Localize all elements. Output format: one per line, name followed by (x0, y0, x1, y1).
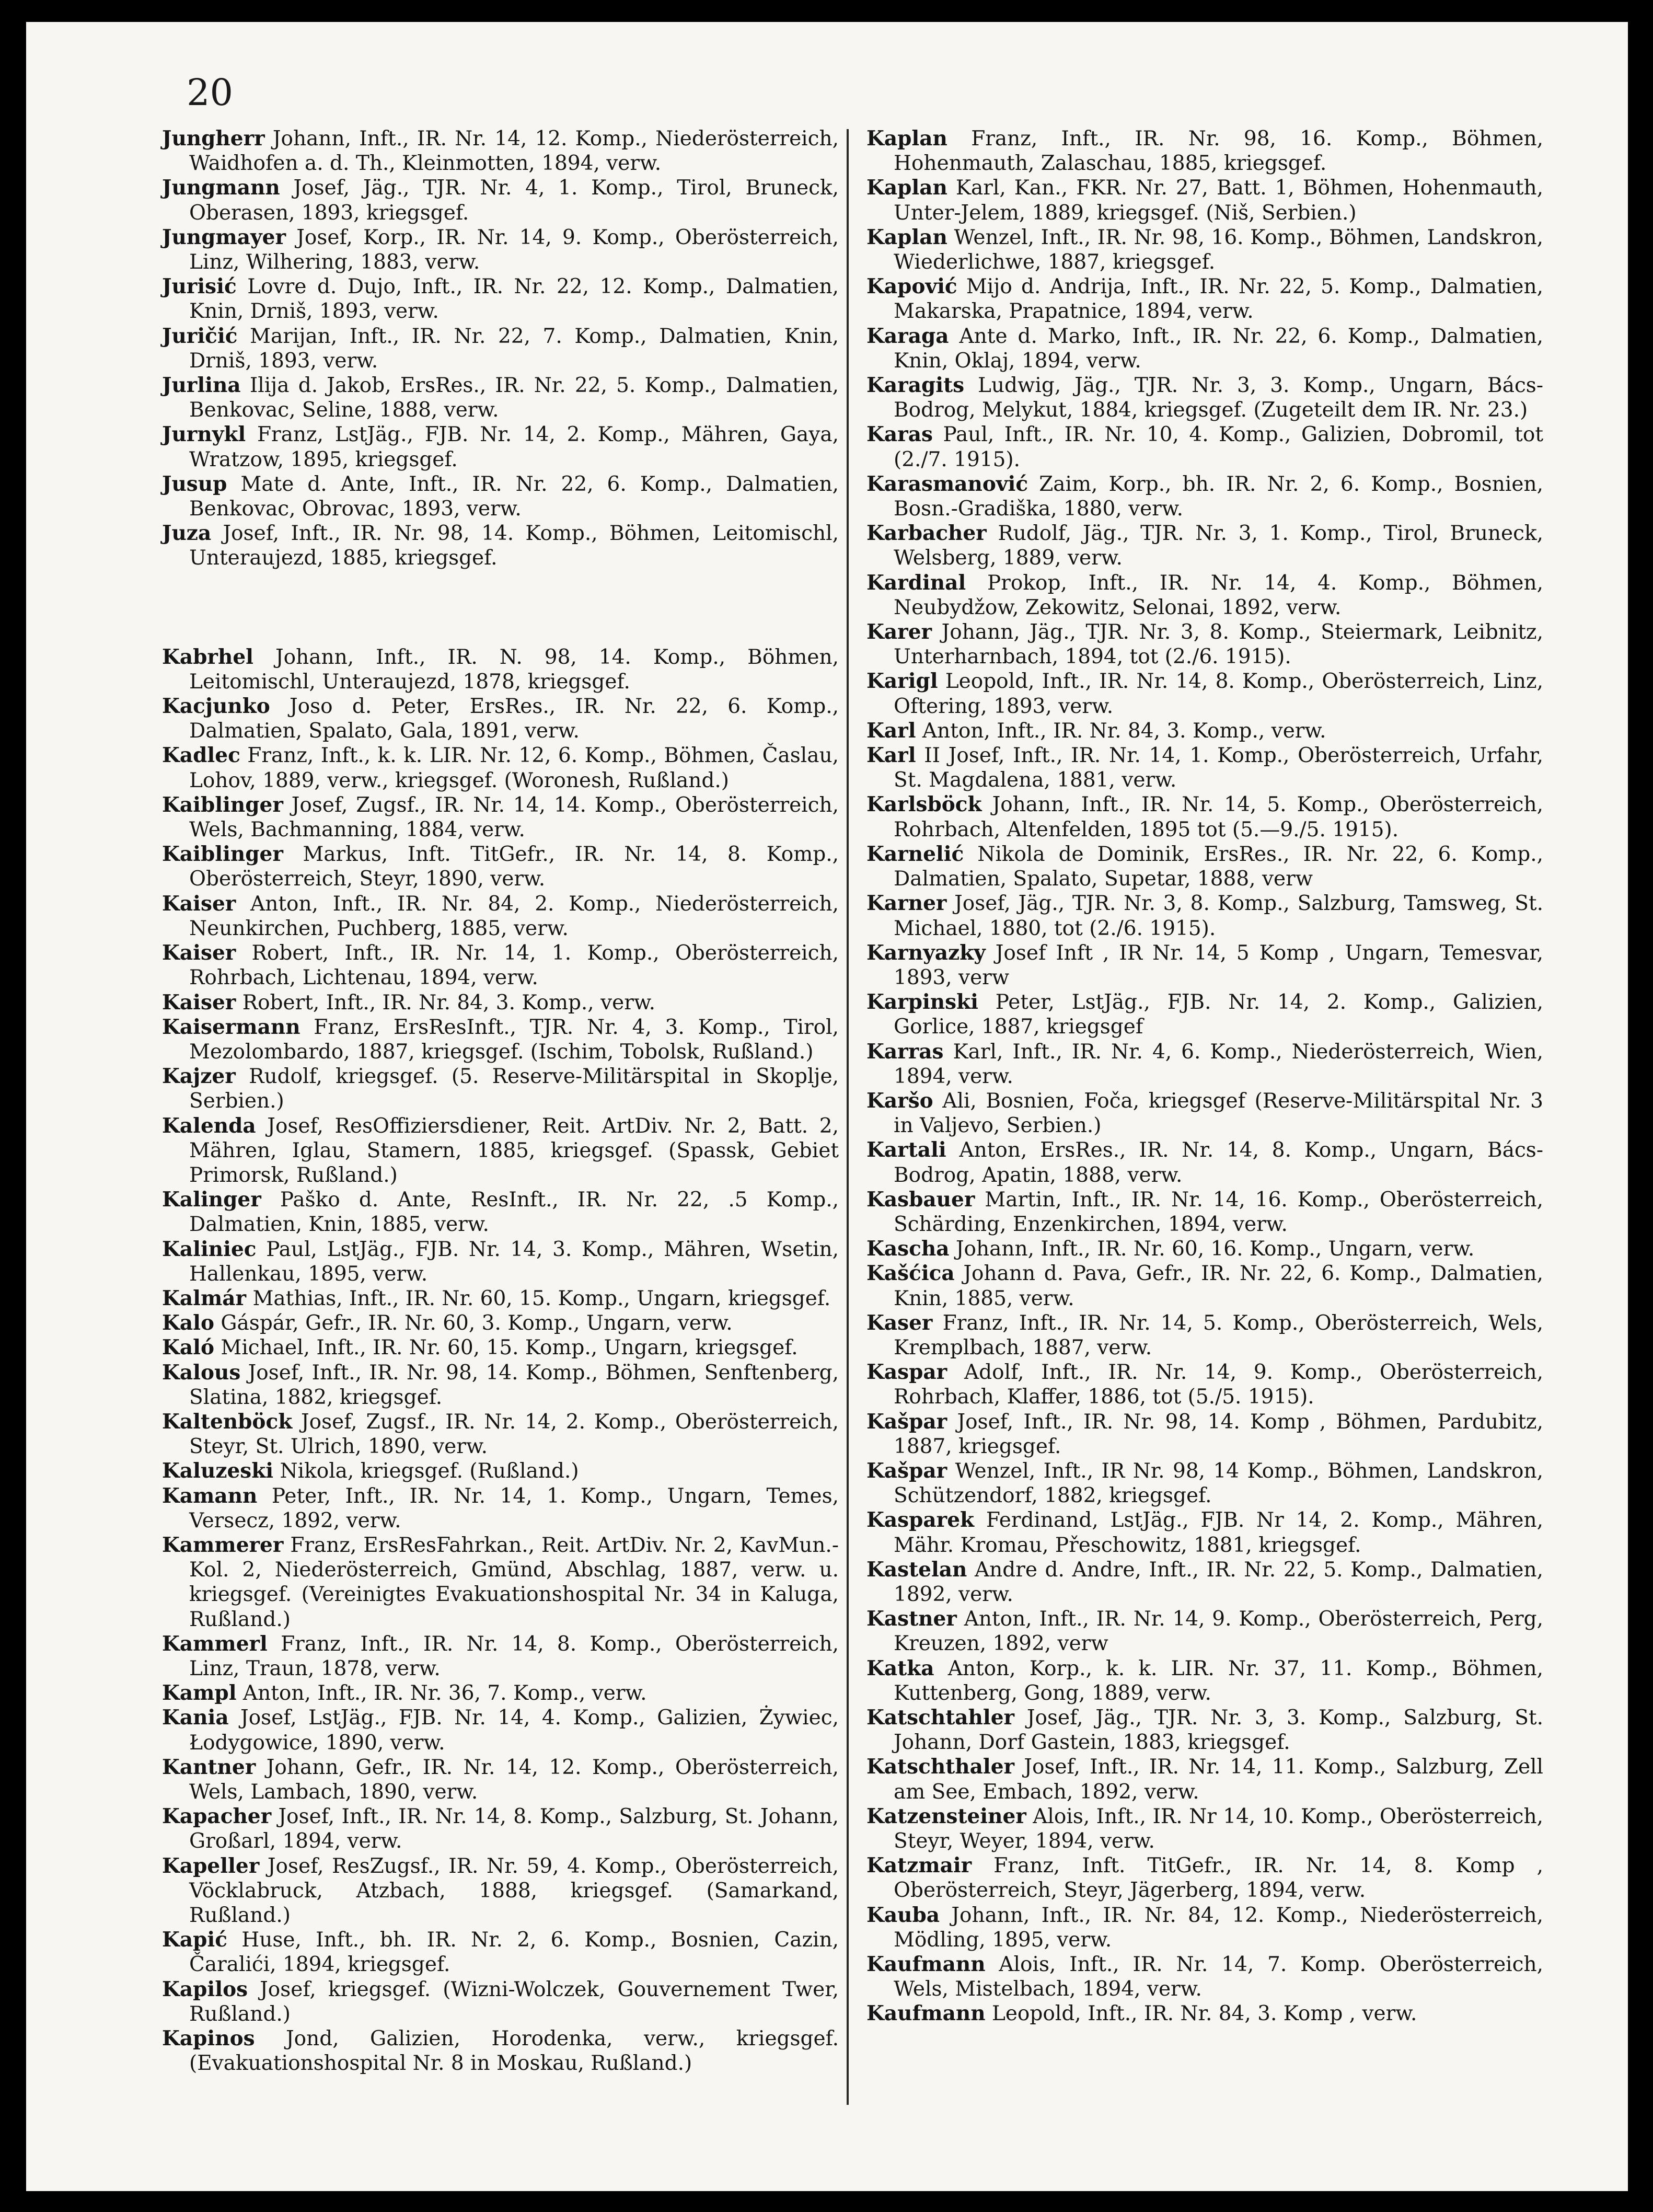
entry-surname: Karagits (866, 373, 965, 398)
register-entry (866, 1755, 1543, 1804)
entry-details: Franz, Inft., k. k. LIR. Nr. 12, 6. Komp., Böhmen, Časlau, Lohov, 1889, verw., kriegsgef. (Woronesh, Rußland.) (189, 744, 839, 792)
entry-details: Rudolf, Jäg., TJR. Nr. 3, 1. Komp., Tirol, Bruneck, Welsberg, 1889, verw. (894, 522, 1543, 570)
register-entry (162, 842, 839, 891)
register-entry (866, 1706, 1543, 1755)
entry-details: Leopold, Inft., IR. Nr. 14, 8. Komp., Oberösterreich, Linz, Oftering, 1893, verw. (894, 670, 1543, 718)
entry-details: Josef, Korp., IR. Nr. 14, 9. Komp., Oberösterreich, Linz, Wilhering, 1883, verw. (189, 225, 839, 274)
entry-details: Josef, Zugsf., IR. Nr. 14, 14. Komp., Oberösterreich, Wels, Bachmanning, 1884, verw. (189, 793, 839, 842)
entry-surname: Kammerer (162, 1533, 284, 1557)
entry-details: Karl, Inft., IR. Nr. 4, 6. Komp., Niederösterreich, Wien, 1894, verw. (894, 1040, 1543, 1088)
entry-details: Franz, ErsResInft., TJR. Nr. 4, 3. Komp., Tirol, Mezolombardo, 1887, kriegsgef. (Ischim, Tobolsk, Rußland.) (189, 1015, 839, 1064)
entry-details: Josef, ResZugsf., IR. Nr. 59, 4. Komp., Oberösterreich, Vöcklabruck, Atzbach, 1888, kriegsgef. (Samarkand, Rußland.) (189, 1854, 839, 1928)
register-entry (162, 1484, 839, 1533)
entry-surname: Karl (866, 743, 916, 768)
register-entry (866, 1188, 1543, 1237)
entry-details: Franz, Inft., IR. Nr. 14, 5. Komp., Oberösterreich, Wels, Kremplbach, 1887, verw. (894, 1311, 1543, 1360)
register-entry (866, 1952, 1543, 2001)
entry-details: Josef, Jäg., TJR. Nr. 3, 3. Komp., Salzburg, St. Johann, Dorf Gastein, 1883, kriegsgef. (894, 1706, 1543, 1755)
entry-details: Anton, Inft., IR. Nr. 84, 3. Komp., verw. (916, 719, 1326, 743)
register-entry (162, 1459, 839, 1483)
entry-surname: Kapeller (162, 1853, 260, 1878)
entry-surname: Kammerl (162, 1631, 268, 1656)
register-entry (162, 1706, 839, 1755)
entry-surname: Karpinski (866, 990, 978, 1015)
register-entry (866, 472, 1543, 521)
entry-surname: Kaspar (866, 1360, 947, 1385)
entry-surname: Kartali (866, 1138, 946, 1162)
entry-details: Anton, Inft., IR. Nr. 84, 2. Komp., Niederösterreich, Neunkirchen, Puchberg, 1885, verw. (189, 892, 839, 940)
entry-surname: Kamann (162, 1483, 258, 1508)
register-entry (866, 373, 1543, 422)
entry-surname: Kaiser (162, 941, 236, 965)
register-entry (162, 373, 839, 422)
entry-details: Josef, Inft., IR. Nr. 98, 14. Komp., Böhmen, Senftenberg, Slatina, 1882, kriegsgef. (189, 1361, 839, 1409)
entry-surname: Kastner (866, 1607, 957, 1631)
register-entry (866, 620, 1543, 669)
register-entry (162, 521, 839, 570)
entry-surname: Jungherr (162, 126, 265, 151)
entry-surname: Kaliniec (162, 1237, 257, 1261)
register-entry (162, 1188, 839, 1237)
register-entry (162, 1854, 839, 1928)
entry-surname: Karnyazky (866, 940, 986, 965)
entry-details: Johann, Inft., IR. Nr. 84, 12. Komp., Niederösterreich, Mödling, 1895, verw. (894, 1903, 1543, 1952)
entry-surname: Karigl (866, 669, 938, 694)
entry-details: Joso d. Peter, ErsRes., IR. Nr. 22, 6. Komp., Dalmatien, Spalato, Gala, 1891, verw. (189, 695, 839, 743)
entry-details: Markus, Inft. TitGefr., IR. Nr. 14, 8. Komp., Oberösterreich, Steyr, 1890, verw. (189, 843, 839, 891)
register-entry (162, 422, 839, 471)
entry-details: Michael, Inft., IR. Nr. 60, 15. Komp., Ungarn, kriegsgef. (214, 1336, 798, 1360)
entry-details: Josef, Zugsf., IR. Nr. 14, 2. Komp., Oberösterreich, Steyr, St. Ulrich, 1890, verw. (189, 1410, 839, 1459)
entry-surname: Kaplan (866, 176, 947, 200)
entry-surname: Kalous (162, 1360, 241, 1385)
entry-details: Johann, Gefr., IR. Nr. 14, 12. Komp., Oberösterreich, Wels, Lambach, 1890, verw. (189, 1755, 839, 1804)
entry-details: Anton, Korp., k. k. LIR. Nr. 37, 11. Komp., Böhmen, Kuttenberg, Gong, 1889, verw. (894, 1656, 1543, 1705)
entry-surname: Jurnykl (162, 422, 246, 447)
register-entry (866, 941, 1543, 990)
register-entry (866, 1261, 1543, 1310)
entry-details: Zaim, Korp., bh. IR. Nr. 2, 6. Komp., Bosnien, Bosn.-Gradiška, 1880, verw. (894, 472, 1543, 521)
entry-surname: Kaiblinger (162, 792, 283, 817)
entry-surname: Kardinal (866, 570, 966, 595)
register-entry (866, 1040, 1543, 1089)
register-entry (866, 422, 1543, 471)
register-entry (866, 792, 1543, 842)
entry-details: Johann, Inft., IR. N. 98, 14. Komp., Böhmen, Leitomischl, Unteraujezd, 1878, kriegsgef. (189, 645, 839, 694)
entry-surname: Kapilos (162, 1977, 248, 2001)
register-entry (162, 1632, 839, 1681)
entry-details: Josef, Inft., IR. Nr. 98, 14. Komp , Böhmen, Pardubitz, 1887, kriegsgef. (894, 1410, 1543, 1458)
entry-details: Nikola, kriegsgef. (Rußland.) (273, 1459, 579, 1483)
entry-details: Jond, Galizien, Horodenka, verw., kriegsgef. (Evakuationshospital Nr. 8 in Moskau, Rußland.) (189, 2027, 839, 2076)
entry-surname: Kantner (162, 1755, 256, 1779)
register-entry (162, 1804, 839, 1853)
entry-surname: Kaiblinger (162, 842, 283, 867)
entry-surname: Karas (866, 422, 933, 447)
entry-details: Josef, Inft., IR. Nr. 14, 8. Komp., Salzburg, St. Johann, Großarl, 1894, verw. (189, 1805, 839, 1853)
register-entry (866, 669, 1543, 718)
entry-surname: Kaiser (162, 990, 236, 1015)
entry-details: Franz, ErsResFahrkan., Reit. ArtDiv. Nr. 2, KavMun.-Kol. 2, Niederösterreich, Gmünd, Abschlag, 1887, verw. u. kriegsgef. (Vereinigtes Evakuationshospital Nr. 34 in Kaluga, Rußland.) (189, 1533, 839, 1631)
register-entry (162, 694, 839, 743)
entry-details: Karl, Kan., FKR. Nr. 27, Batt. 1, Böhmen, Hohenmauth, Unter-Jelem, 1889, kriegsgef. (Niš, Serbien.) (894, 176, 1543, 225)
right-column (866, 126, 1543, 2026)
entry-surname: Kaser (866, 1310, 933, 1335)
register-entry (866, 1459, 1543, 1508)
entry-surname: Kadlec (162, 743, 240, 768)
entry-surname: Kapić (162, 1928, 227, 1952)
paper-sheet (26, 22, 1628, 2191)
entry-details: Ante d. Marko, Inft., IR. Nr. 22, 6. Komp., Dalmatien, Knin, Oklaj, 1894, verw. (894, 324, 1543, 373)
entry-surname: Katschtahler (866, 1706, 1015, 1730)
entry-details: Adolf, Inft., IR. Nr. 14, 9. Komp., Oberösterreich, Rohrbach, Klaffer, 1886, tot (5./5. 1915). (894, 1361, 1543, 1409)
entry-surname: Karasmanović (866, 471, 1028, 496)
entry-details: Paul, Inft., IR. Nr. 10, 4. Komp., Galizien, Dobromil, tot (2./7. 1915). (894, 423, 1543, 471)
register-entry (162, 1286, 839, 1311)
register-entry (866, 521, 1543, 570)
entry-surname: Kašćica (866, 1261, 955, 1286)
entry-surname: Jurisić (162, 274, 237, 299)
entry-surname: Kasparek (866, 1508, 975, 1533)
section-gap (162, 571, 839, 645)
entry-details: Josef, Jäg., TJR. Nr. 4, 1. Komp., Tirol, Bruneck, Oberasen, 1893, kriegsgef. (189, 176, 839, 225)
entry-details: Josef, LstJäg., FJB. Nr. 14, 4. Komp., Galizien, Żywiec, Łodygowice, 1890, verw. (189, 1706, 839, 1755)
register-entry (866, 1853, 1543, 1903)
register-entry (866, 2001, 1543, 2026)
entry-surname: Kaltenböck (162, 1409, 293, 1434)
register-entry (866, 571, 1543, 620)
entry-surname: Kaiser (162, 891, 236, 916)
entry-details: Andre d. Andre, Inft., IR. Nr. 22, 5. Komp., Dalmatien, 1892, verw. (894, 1558, 1543, 1606)
entry-surname: Jungmann (162, 176, 280, 200)
register-entry (162, 324, 839, 373)
entry-details: Gáspár, Gefr., IR. Nr. 60, 3. Komp., Ungarn, verw. (214, 1311, 733, 1335)
register-entry (162, 1064, 839, 1113)
entry-surname: Kaluzeski (162, 1459, 274, 1483)
entry-details: Anton, ErsRes., IR. Nr. 14, 8. Komp., Ungarn, Bács-Bodrog, Apatin, 1888, verw. (894, 1138, 1543, 1187)
register-entry (162, 472, 839, 521)
entry-surname: Kašpar (866, 1458, 947, 1483)
entry-details: Paško d. Ante, ResInft., IR. Nr. 22, .5 Komp., Dalmatien, Knin, 1885, verw. (189, 1188, 839, 1237)
register-entry (162, 2026, 839, 2076)
entry-details: Prokop, Inft., IR. Nr. 14, 4. Komp., Böhmen, Neubydžow, Zekowitz, Selonai, 1892, verw. (894, 571, 1543, 619)
entry-surname: Kajzer (162, 1064, 236, 1089)
entry-surname: Kalmár (162, 1286, 247, 1310)
entry-surname: Kalo (162, 1311, 214, 1335)
register-entry (866, 274, 1543, 324)
entry-surname: Karaga (866, 324, 949, 348)
register-entry (162, 1410, 839, 1459)
entry-surname: Katka (866, 1656, 934, 1680)
register-entry (866, 743, 1543, 792)
register-entry (162, 1015, 839, 1064)
register-entry (866, 990, 1543, 1039)
register-entry (162, 743, 839, 792)
entry-details: Wenzel, Inft., IR Nr. 98, 14 Komp., Böhmen, Landskron, Schützendorf, 1882, kriegsgef. (894, 1459, 1543, 1508)
entry-details: Franz, Inft., IR. Nr. 14, 8. Komp., Oberösterreich, Linz, Traun, 1878, verw. (189, 1632, 839, 1680)
entry-surname: Katzensteiner (866, 1804, 1026, 1828)
register-entry (162, 1928, 839, 1977)
entry-surname: Kaló (162, 1335, 214, 1360)
entry-surname: Kaufmann (866, 2001, 986, 2026)
entry-details: Alois, Inft., IR. Nr. 14, 7. Komp. Oberösterreich, Wels, Mistelbach, 1894, verw. (894, 1953, 1543, 2001)
register-entry (162, 1114, 839, 1188)
register-entry (162, 1311, 839, 1335)
entry-details: Peter, LstJäg., FJB. Nr. 14, 2. Komp., Galizien, Gorlice, 1887, kriegsgef (894, 990, 1543, 1039)
register-entry (866, 1607, 1543, 1656)
register-entry (162, 941, 839, 990)
entry-details: Nikola de Dominik, ErsRes., IR. Nr. 22, 6. Komp., Dalmatien, Spalato, Supetar, 1888, verw (894, 842, 1543, 891)
entry-details: Johann, Inft., IR. Nr. 60, 16. Komp., Ungarn, verw. (949, 1237, 1475, 1261)
register-entry (162, 1237, 839, 1286)
entry-details: Josef, ResOffiziersdiener, Reit. ArtDiv. Nr. 2, Batt. 2, Mähren, Iglau, Stamern, 1885, kriegsgef. (Spassk, Gebiet Primorsk, Rußland.) (189, 1114, 839, 1187)
entry-surname: Kasbauer (866, 1187, 975, 1212)
entry-details: Wenzel, Inft., IR. Nr. 98, 16. Komp., Böhmen, Landskron, Wiederlichwe, 1887, kriegsgef. (894, 225, 1543, 274)
entry-details: Josef, Inft., IR. Nr. 98, 14. Komp., Böhmen, Leitomischl, Unteraujezd, 1885, kriegsgef. (189, 522, 839, 570)
register-entry (162, 1533, 839, 1632)
entry-surname: Karras (866, 1039, 944, 1064)
register-entry (866, 1311, 1543, 1360)
register-entry (866, 1804, 1543, 1853)
entry-surname: Kaplan (866, 225, 947, 249)
entry-details: Ali, Bosnien, Foča, kriegsgef (Reserve-Militärspital Nr. 3 in Valjevo, Serbien.) (894, 1089, 1543, 1138)
entry-details: Lovre d. Dujo, Inft., IR. Nr. 22, 12. Komp., Dalmatien, Knin, Drniš, 1893, verw. (189, 275, 839, 324)
register-entry (162, 1977, 839, 2026)
register-entry (162, 274, 839, 324)
register-entry (162, 1335, 839, 1360)
entry-details: Josef, kriegsgef. (Wizni-Wolczek, Gouvernement Twer, Rußland.) (189, 1977, 839, 2026)
column-divider (847, 129, 849, 2105)
entry-details: Robert, Inft., IR. Nr. 84, 3. Komp., verw. (236, 990, 656, 1015)
entry-details: Johann d. Pava, Gefr., IR. Nr. 22, 6. Komp., Dalmatien, Knin, 1885, verw. (894, 1262, 1543, 1310)
entry-surname: Juza (162, 521, 212, 546)
register-entry (866, 1656, 1543, 1706)
register-entry (866, 1237, 1543, 1261)
register-entry (866, 176, 1543, 225)
register-entry (162, 1681, 839, 1706)
register-entry (866, 1410, 1543, 1459)
entry-details: Mate d. Ante, Inft., IR. Nr. 22, 6. Komp., Dalmatien, Benkovac, Obrovac, 1893, verw. (189, 472, 839, 521)
entry-surname: Kapović (866, 274, 957, 299)
entry-details: Josef Inft , IR Nr. 14, 5 Komp , Ungarn, Temesvar, 1893, verw (894, 941, 1543, 989)
entry-surname: Kaufmann (866, 1952, 986, 1977)
register-entry (162, 225, 839, 274)
entry-surname: Karner (866, 891, 947, 916)
entry-details: Leopold, Inft., IR. Nr. 84, 3. Komp , verw. (985, 2002, 1417, 2026)
register-entry (162, 793, 839, 842)
entry-details: Martin, Inft., IR. Nr. 14, 16. Komp., Oberösterreich, Schärding, Enzenkirchen, 1894, verw. (894, 1188, 1543, 1236)
register-entry (162, 126, 839, 176)
entry-details: Mijo d. Andrija, Inft., IR. Nr. 22, 5. Komp., Dalmatien, Makarska, Prapatnice, 1894, verw. (894, 275, 1543, 324)
entry-details: Ferdinand, LstJäg., FJB. Nr 14, 2. Komp., Mähren, Mähr. Kromau, Přeschowitz, 1881, kriegsgef. (894, 1508, 1543, 1557)
entry-surname: Jurlina (162, 373, 241, 398)
entry-details: Franz, Inft. TitGefr., IR. Nr. 14, 8. Komp , Oberösterreich, Steyr, Jägerberg, 1894, verw. (894, 1854, 1543, 1903)
entry-details: Ilija d. Jakob, ErsRes., IR. Nr. 22, 5. Komp., Dalmatien, Benkovac, Seline, 1888, verw. (189, 374, 839, 422)
page-number: 20 (187, 71, 234, 114)
entry-details: Josef, Jäg., TJR. Nr. 3, 8. Komp., Salzburg, Tamsweg, St. Michael, 1880, tot (2./6. 1915). (894, 892, 1543, 940)
entry-surname: Katzmair (866, 1853, 972, 1878)
entry-surname: Karer (866, 620, 932, 644)
entry-surname: Kaplan (866, 126, 947, 151)
entry-details: Franz, Inft., IR. Nr. 98, 16. Komp., Böhmen, Hohenmauth, Zalaschau, 1885, kriegsgef. (894, 127, 1543, 176)
register-entry (866, 1138, 1543, 1187)
register-entry (866, 719, 1543, 743)
entry-surname: Jungmayer (162, 225, 286, 249)
register-entry (866, 1558, 1543, 1607)
entry-surname: Kastelan (866, 1557, 967, 1582)
register-entry (162, 176, 839, 225)
entry-details: Ludwig, Jäg., TJR. Nr. 3, 3. Komp., Ungarn, Bács-Bodrog, Melykut, 1884, kriegsgef. (Zugeteilt dem IR. Nr. 23.) (894, 374, 1543, 422)
entry-details: Anton, Inft., IR. Nr. 14, 9. Komp., Oberösterreich, Perg, Kreuzen, 1892, verw (894, 1607, 1543, 1656)
entry-details: Anton, Inft., IR. Nr. 36, 7. Komp., verw. (236, 1681, 647, 1706)
entry-details: Johann, Inft., IR. Nr. 14, 12. Komp., Niederösterreich, Waidhofen a. d. Th., Kleinmotten, 1894, verw. (189, 127, 839, 176)
register-entry (162, 1361, 839, 1410)
entry-details: Rudolf, kriegsgef. (5. Reserve-Militärspital in Skoplje, Serbien.) (189, 1065, 839, 1113)
entry-details: Franz, LstJäg., FJB. Nr. 14, 2. Komp., Mähren, Gaya, Wratzow, 1895, kriegsgef. (189, 423, 839, 471)
entry-details: Johann, Jäg., TJR. Nr. 3, 8. Komp., Steiermark, Leibnitz, Unterharnbach, 1894, tot (2./6. 1915). (894, 620, 1543, 669)
entry-surname: Kašpar (866, 1409, 947, 1434)
register-entry (162, 990, 839, 1015)
entry-surname: Kapinos (162, 2026, 255, 2051)
register-entry (866, 225, 1543, 274)
register-entry (866, 891, 1543, 940)
entry-surname: Kapacher (162, 1804, 272, 1829)
entry-details: Johann, Inft., IR. Nr. 14, 5. Komp., Oberösterreich, Rohrbach, Altenfelden, 1895 tot (5.—9./5. 1915). (894, 793, 1543, 842)
register-entry (866, 324, 1543, 373)
register-entry (162, 892, 839, 941)
entry-surname: Kalinger (162, 1188, 261, 1212)
entry-details: Robert, Inft., IR. Nr. 14, 1. Komp., Oberösterreich, Rohrbach, Lichtenau, 1894, verw. (189, 941, 839, 990)
entry-surname: Kauba (866, 1903, 940, 1927)
left-column (162, 126, 839, 2076)
entry-details: Huse, Inft., bh. IR. Nr. 2, 6. Komp., Bosnien, Cazin, Čaralići, 1894, kriegsgef. (189, 1928, 839, 1977)
register-entry (162, 645, 839, 694)
entry-surname: Katschthaler (866, 1755, 1015, 1779)
entry-surname: Karšo (866, 1088, 933, 1113)
register-entry (866, 1903, 1543, 1952)
entry-details: Peter, Inft., IR. Nr. 14, 1. Komp., Ungarn, Temes, Versecz, 1892, verw. (189, 1484, 839, 1533)
entry-surname: Kacjunko (162, 694, 270, 719)
entry-surname: Kabrhel (162, 644, 253, 669)
entry-surname: Karlsböck (866, 792, 982, 817)
entry-surname: Kascha (866, 1237, 950, 1261)
register-entry (866, 1508, 1543, 1557)
register-entry (866, 1360, 1543, 1409)
register-entry (866, 1089, 1543, 1138)
entry-surname: Karnelić (866, 842, 964, 866)
entry-surname: Kania (162, 1706, 229, 1730)
entry-details: II Josef, Inft., IR. Nr. 14, 1. Komp., Oberösterreich, Urfahr, St. Magdalena, 1881, verw. (894, 744, 1543, 792)
register-entry (162, 1755, 839, 1804)
entry-details: Josef, Inft., IR. Nr. 14, 11. Komp., Salzburg, Zell am See, Embach, 1892, verw. (894, 1755, 1543, 1804)
entry-surname: Karbacher (866, 521, 987, 546)
entry-surname: Karl (866, 718, 916, 743)
entry-details: Mathias, Inft., IR. Nr. 60, 15. Komp., Ungarn, kriegsgef. (246, 1286, 831, 1310)
entry-surname: Jusup (162, 471, 227, 496)
entry-surname: Kampl (162, 1681, 237, 1706)
register-entry (866, 842, 1543, 891)
entry-surname: Kalenda (162, 1113, 256, 1138)
register-entry (866, 126, 1543, 176)
entry-details: Marijan, Inft., IR. Nr. 22, 7. Komp., Dalmatien, Knin, Drniš, 1893, verw. (189, 324, 839, 373)
entry-details: Paul, LstJäg., FJB. Nr. 14, 3. Komp., Mähren, Wsetin, Hallenkau, 1895, verw. (189, 1237, 839, 1286)
entry-details: Alois, Inft., IR. Nr 14, 10. Komp., Oberösterreich, Steyr, Weyer, 1894, verw. (894, 1804, 1543, 1853)
entry-surname: Juričić (162, 324, 238, 348)
entry-surname: Kaisermann (162, 1015, 300, 1039)
